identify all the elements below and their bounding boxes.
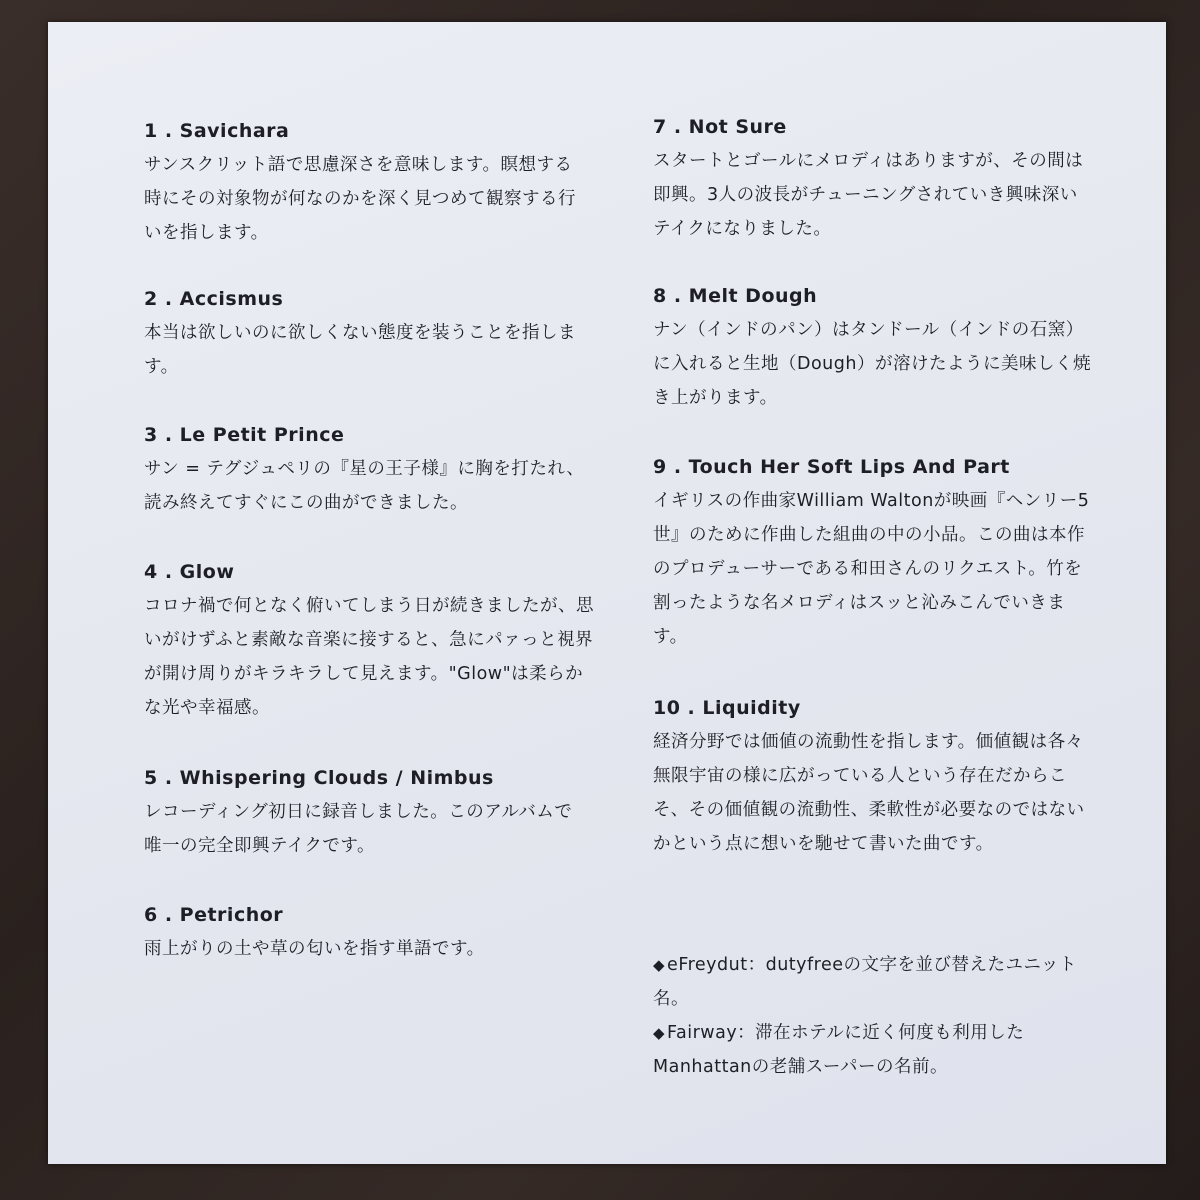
note-efreydut — [653, 948, 1093, 1016]
note-fairway — [653, 1016, 1093, 1084]
track-title: 4 . Glow — [144, 561, 235, 583]
liner-notes-sheet — [48, 22, 1166, 1164]
track-title: 10 . Liquidity — [653, 697, 801, 719]
track-title: 1 . Savichara — [144, 120, 290, 142]
track-title: 3 . Le Petit Prince — [144, 424, 345, 446]
track-description: サン = テグジュペリの『星の王子様』に胸を打たれ、読み終えてすぐにこの曲ができました。 — [144, 459, 585, 513]
track-description: 雨上がりの土や草の匂いを指す単語です。 — [144, 939, 485, 959]
track-title: 7 . Not Sure — [653, 116, 787, 138]
track-description: ナン（インドのパン）はタンドール（インドの石窯）に入れると生地（Dough）が溶けたように美味しく焼き上がります。 — [653, 320, 1091, 408]
track-description: レコーディング初日に録音しました。このアルバムで唯一の完全即興テイクです。 — [144, 802, 573, 856]
track-entry-10 — [653, 693, 1128, 861]
track-title: 5 . Whispering Clouds / Nimbus — [144, 767, 494, 789]
track-description: スタートとゴールにメロディはありますが、その間は即興。3人の波長がチューニングされていき興味深いテイクになりました。 — [653, 151, 1084, 239]
track-title: 2 . Accismus — [144, 288, 284, 310]
track-title: 8 . Melt Dough — [653, 285, 818, 307]
track-description: サンスクリット語で思慮深さを意味します。瞑想する時にその対象物が何なのかを深く見つめて観察する行いを指します。 — [144, 155, 576, 243]
diamond-icon: ◆ — [653, 1024, 666, 1042]
track-title: 6 . Petrichor — [144, 904, 284, 926]
track-entry-4 — [144, 557, 614, 725]
track-entry-6 — [144, 900, 614, 966]
track-description: 本当は欲しいのに欲しくない態度を装うことを指します。 — [144, 323, 576, 377]
track-entry-2 — [144, 284, 614, 384]
track-description: 経済分野では価値の流動性を指します。価値観は各々無限宇宙の様に広がっている人という存在だからこそ、その価値観の流動性、柔軟性が必要なのではないかという点に想いを馳せて書いた曲です。 — [653, 732, 1085, 854]
track-entry-7 — [653, 112, 1128, 246]
track-entry-8 — [653, 281, 1128, 415]
track-entry-1 — [144, 116, 614, 250]
track-description: イギリスの作曲家William Waltonが映画『ヘンリー5世』のために作曲した組曲の中の小品。この曲は本作のプロデューサーである和田さんのリクエスト。竹を割ったような名メロディはスッと沁みこんでいきます。 — [653, 491, 1090, 647]
track-entry-9 — [653, 452, 1128, 654]
diamond-icon: ◆ — [653, 956, 666, 974]
notes-block — [653, 948, 1128, 1084]
track-entry-5 — [144, 763, 614, 863]
track-title: 9 . Touch Her Soft Lips And Part — [653, 456, 1010, 478]
note-text: Fairway：滞在ホテルに近く何度も利用したManhattanの老舗スーパーの名前。 — [653, 1023, 1025, 1077]
track-entry-3 — [144, 420, 614, 520]
note-text: eFreydut：dutyfreeの文字を並び替えたユニット名。 — [653, 955, 1077, 1009]
track-description: コロナ禍で何となく俯いてしまう日が続きましたが、思いがけずふと素敵な音楽に接すると、急にパァっと視界が開け周りがキラキラして見えます。"Glow"は柔らかな光や幸福感。 — [144, 596, 594, 718]
